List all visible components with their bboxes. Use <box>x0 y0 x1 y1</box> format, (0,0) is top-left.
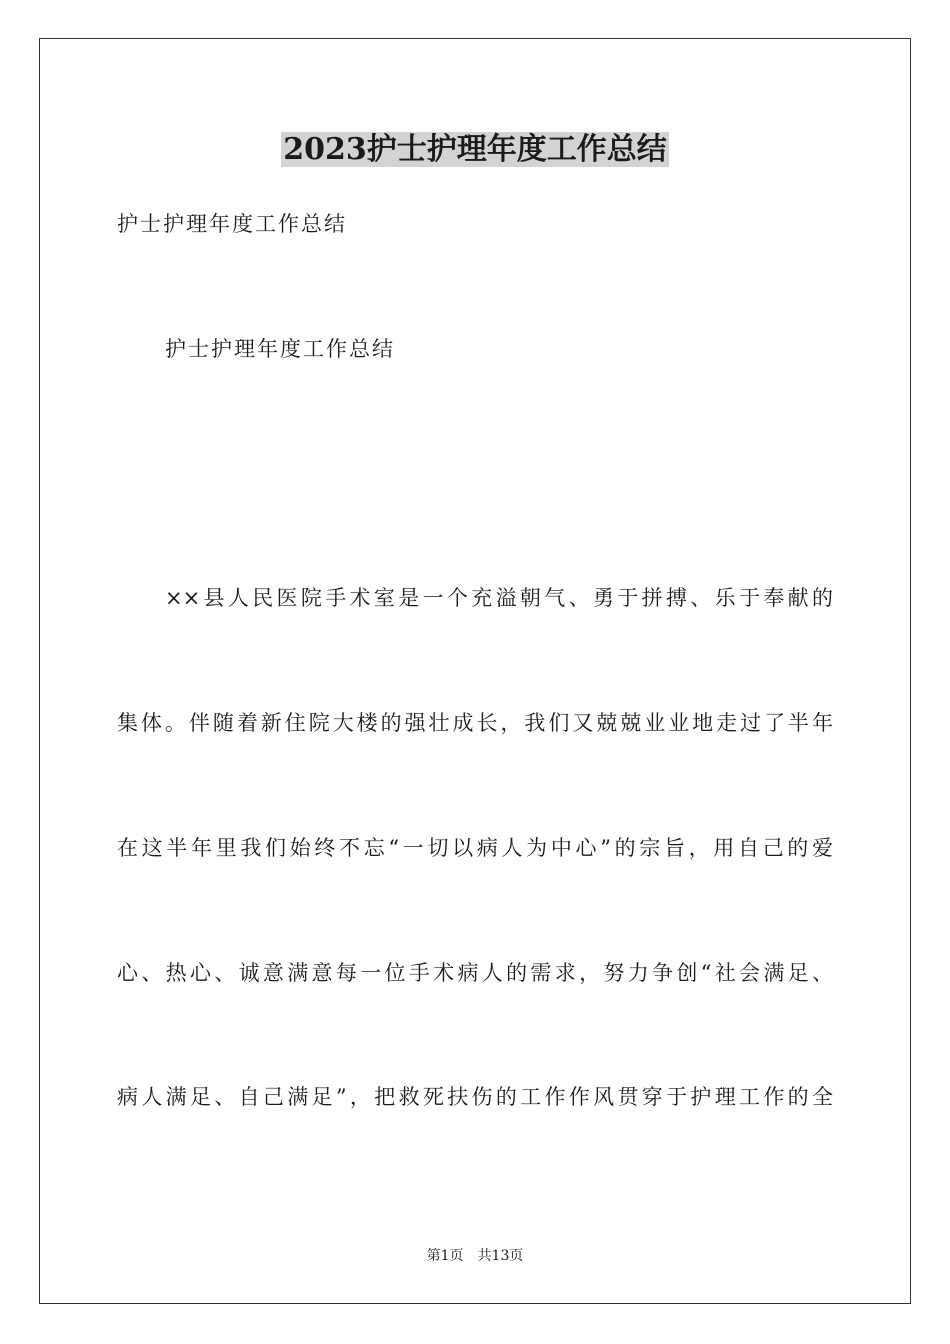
body-paragraph-line: 心、热心、诚意满意每一位手术病人的需求，努力争创“社会满足、 <box>117 961 833 985</box>
subtitle-line-indented: 护士护理年度工作总结 <box>165 337 395 361</box>
document-title <box>0 128 950 172</box>
subtitle-line: 护士护理年度工作总结 <box>117 212 347 236</box>
document-title-text: 2023护士护理年度工作总结 <box>283 132 667 167</box>
body-paragraph-line: 集体。伴随着新住院大楼的强壮成长，我们又兢兢业业地走过了半年 <box>117 711 833 735</box>
body-paragraph-line: 病人满足、自己满足”，把救死扶伤的工作作风贯穿于护理工作的全 <box>117 1085 833 1109</box>
body-paragraph-line: ××县人民医院手术室是一个充溢朝气、勇于拼搏、乐于奉献的 <box>165 586 833 610</box>
page-footer: 第1页 共13页 <box>426 1248 524 1264</box>
body-paragraph-line: 在这半年里我们始终不忘“一切以病人为中心”的宗旨，用自己的爱 <box>117 836 833 860</box>
